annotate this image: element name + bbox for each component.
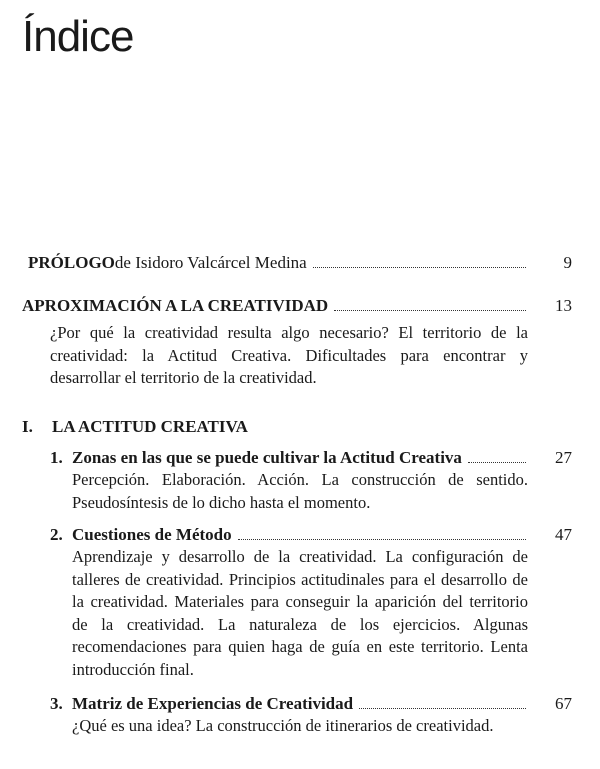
leader-dots xyxy=(334,310,526,311)
toc-entry-approach[interactable] xyxy=(22,295,572,317)
toc-entry-head: Cuestiones de Método xyxy=(72,525,232,544)
toc-entry-metodo[interactable] xyxy=(50,524,572,546)
toc-entry-description: ¿Por qué la creatividad resulta algo necesario? El territorio de la creatividad: la Actitud Creativa. Dificultades para encontrar y desarrollar el territorio de la creatividad. xyxy=(50,323,528,387)
toc-entry-number: 1. xyxy=(50,448,63,467)
toc-entry-description: ¿Qué es una idea? La construcción de itinerarios de creatividad. xyxy=(72,716,494,735)
toc-entry-head: APROXIMACIÓN A LA CREATIVIDAD xyxy=(22,296,329,315)
section-number: I. xyxy=(22,417,33,436)
toc-entry-number: 3. xyxy=(50,694,63,713)
leader-dots xyxy=(313,267,526,268)
toc-entry-head: Zonas en las que se puede cultivar la Actitud Creativa xyxy=(72,448,462,467)
toc-entry-description: Percepción. Elaboración. Acción. La construcción de sentido. Pseudosíntesis de lo dicho hasta el momento. xyxy=(72,470,528,512)
leader-dots xyxy=(359,708,526,709)
toc-entry-matriz[interactable] xyxy=(50,693,572,715)
toc-entry-author: de Isidoro Valcárcel Medina xyxy=(114,253,307,272)
section-title xyxy=(22,417,248,437)
section-title-text: LA ACTITUD CREATIVA xyxy=(52,417,248,436)
toc-entry-zonas[interactable] xyxy=(50,447,572,469)
toc-entry-head: Matriz de Experiencias de Creatividad xyxy=(72,694,354,713)
toc-entry-page: 9 xyxy=(563,253,572,272)
toc-entry-prologue[interactable] xyxy=(28,252,572,274)
toc-entry-description: Aprendizaje y desarrollo de la creatividad. La configuración de talleres de creatividad. Principios actitudinales para el desarrollo de la creatividad. Materiales para conseguir la aparición del territorio de la creatividad. La naturaleza de los ejercicios. Algunas recomendaciones para quien haga de guía en este territorio. Lenta introducción final. xyxy=(72,547,528,679)
toc-entry-page: 13 xyxy=(555,296,572,315)
toc-entry-page: 27 xyxy=(555,448,572,467)
leader-dots xyxy=(468,462,526,463)
page-title: Índice xyxy=(22,12,134,61)
leader-dots xyxy=(238,539,526,540)
toc-entry-page: 47 xyxy=(555,525,572,544)
toc-entry-number: 2. xyxy=(50,525,63,544)
toc-entry-page: 67 xyxy=(555,694,572,713)
toc-entry-head: PRÓLOGO xyxy=(28,253,115,272)
